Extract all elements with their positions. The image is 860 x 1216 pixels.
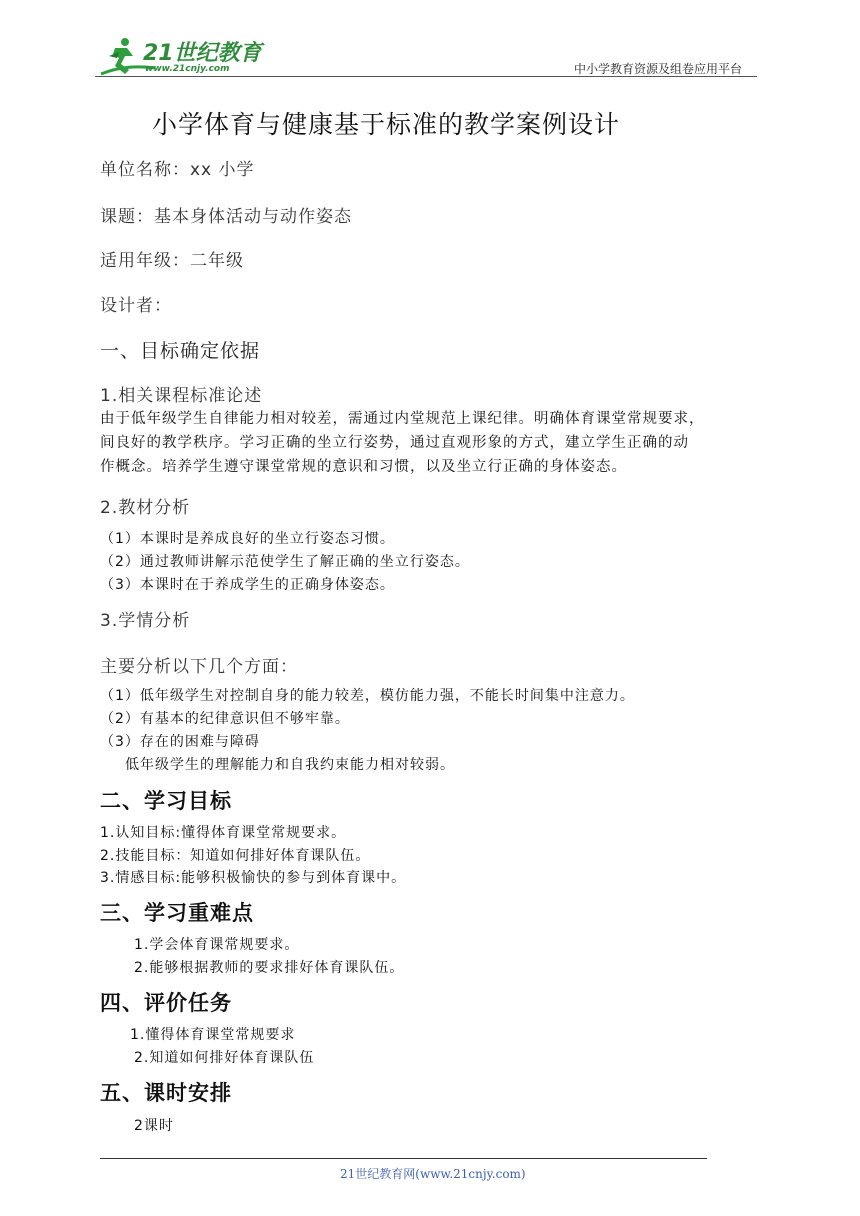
list-item: 2.能够根据教师的要求排好体育课队伍。 <box>134 960 405 976</box>
paragraph-line: 间良好的教学秩序。学习正确的坐立行姿势，通过直观形象的方式，建立学生正确的动 <box>100 435 689 451</box>
list-item: 1.学会体育课常规要求。 <box>134 937 300 953</box>
list-item: （3）存在的困难与障碍 <box>100 734 260 750</box>
section1-sub1-heading: 1.相关课程标准论述 <box>100 386 263 406</box>
list-item: 低年级学生的理解能力和自我约束能力相对较弱。 <box>125 757 455 773</box>
header-divider <box>95 76 757 77</box>
unit-name: 单位名称：xx 小学 <box>100 160 255 180</box>
footer-divider <box>100 1158 707 1159</box>
list-item: 1.认知目标:懂得体育课堂常规要求。 <box>100 825 347 841</box>
list-item: 2.技能目标：知道如何排好体育课队伍。 <box>100 848 371 864</box>
logo-text: 21世纪教育 <box>143 41 262 66</box>
list-item: （2）通过教师讲解示范使学生了解正确的坐立行姿态。 <box>100 554 470 570</box>
site-logo <box>95 34 265 82</box>
class-hours: 2课时 <box>134 1118 174 1134</box>
section2-heading: 二、学习目标 <box>100 789 232 813</box>
section1-sub2-heading: 2.教材分析 <box>100 498 191 518</box>
paragraph-line: 由于低年级学生自律能力相对较差，需通过内堂规范上课纪律。明确体育课堂常规要求， <box>100 411 705 427</box>
list-item: 1.懂得体育课堂常规要求 <box>130 1027 296 1043</box>
section5-heading: 五、课时安排 <box>100 1081 232 1105</box>
designer: 设计者： <box>100 296 172 316</box>
topic: 课题：基本身体活动与动作姿态 <box>100 207 352 227</box>
list-item: （1）本课时是养成良好的坐立行姿态习惯。 <box>100 531 395 547</box>
logo-url: www.21cnjy.com <box>145 64 230 74</box>
list-item: 2.知道如何排好体育课队伍 <box>134 1050 315 1066</box>
section1-heading: 一、目标确定依据 <box>100 340 261 362</box>
list-item: 3.情感目标:能够积极愉快的参与到体育课中。 <box>100 870 407 886</box>
document-title: 小学体育与健康基于标准的教学案例设计 <box>152 110 621 139</box>
grade: 适用年级：二年级 <box>100 251 244 271</box>
section1-sub3-heading: 3.学情分析 <box>100 611 191 631</box>
list-item: （3）本课时在于养成学生的正确身体姿态。 <box>100 577 395 593</box>
paragraph-line: 作概念。培养学生遵守课堂常规的意识和习惯，以及坐立行正确的身体姿态。 <box>100 459 627 475</box>
list-item: （2）有基本的纪律意识但不够牢靠。 <box>100 711 350 727</box>
section3-heading: 三、学习重难点 <box>100 901 254 925</box>
footer-link[interactable]: 21世纪教育网(www.21cnjy.com) <box>340 1167 526 1181</box>
platform-label: 中小学教育资源及组卷应用平台 <box>574 62 743 76</box>
analysis-intro: 主要分析以下几个方面： <box>100 657 298 677</box>
section4-heading: 四、评价任务 <box>100 991 232 1015</box>
list-item: （1）低年级学生对控制自身的能力较差，模仿能力强，不能长时间集中注意力。 <box>100 688 635 704</box>
